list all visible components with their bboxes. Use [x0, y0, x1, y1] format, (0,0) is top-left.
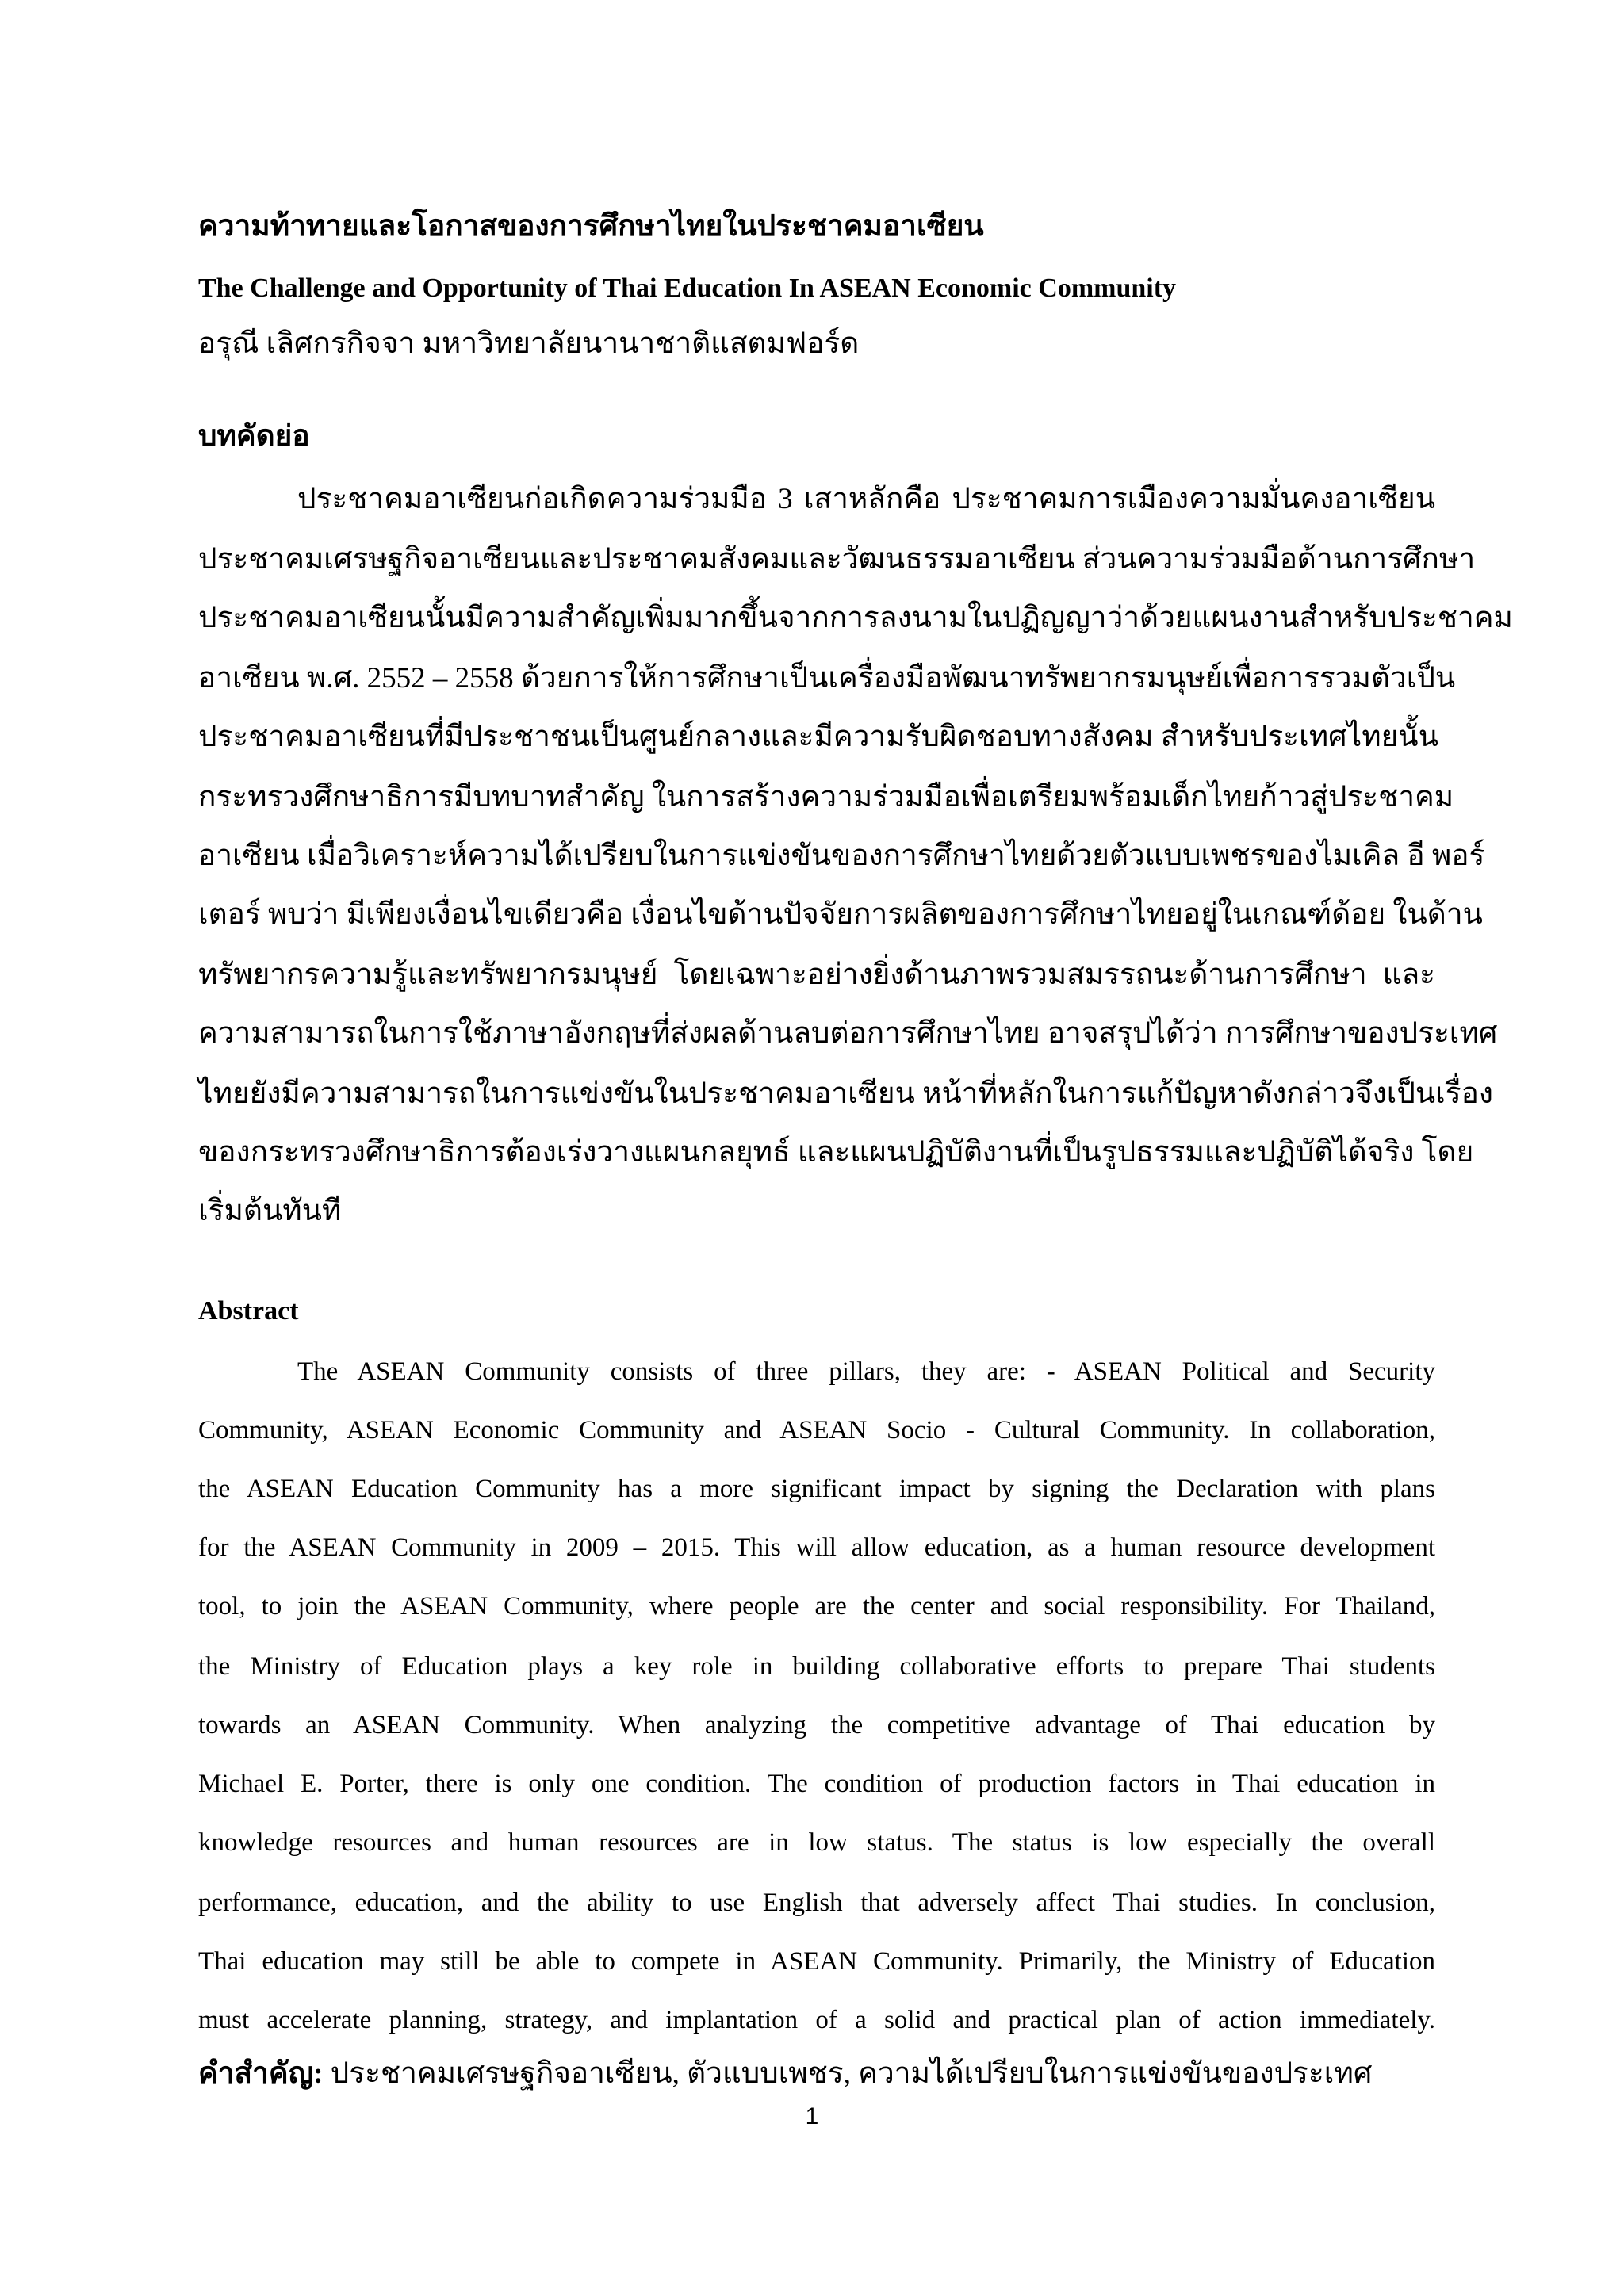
keywords-label: คำสำคัญ: [198, 2057, 324, 2090]
page-number: 1 [805, 2103, 819, 2130]
abstract-thai-line: ประชาคมอาเซียนนั้นมีความสำคัญเพิ่มมากขึ้นจากการลงนามในปฏิญญาว่าด้วยแผนงานสำหรับประชาคม [198, 602, 1513, 634]
abstract-english-line: tool, to join the ASEAN Community, where people are the center and social responsibility. For Thailand, [198, 1592, 1435, 1621]
keywords [198, 2055, 1435, 2093]
content-column [198, 0, 1513, 2296]
abstract-thai-line: ไทยยังมีความสามารถในการแข่งขันในประชาคมอาเซียน หน้าที่หลักในการแก้ปัญหาดังกล่าวจึงเป็นเรื่อง [198, 1077, 1493, 1110]
abstract-thai-line: เตอร์ พบว่า มีเพียงเงื่อนไขเดียวคือ เงื่อนไขด้านปัจจัยการผลิตของการศึกษาไทยอยู่ในเกณฑ์ด้อย ในด้าน [198, 898, 1483, 931]
title-thai: ความท้าทายและโอกาสของการศึกษาไทยในประชาคมอาเซียน [198, 210, 984, 243]
abstract-thai-line: ประชาคมอาเซียนก่อเกิดความร่วมมือ 3 เสาหลักคือ ประชาคมการเมืองความมั่นคงอาเซียน [297, 483, 1435, 515]
abstract-thai-line: อาเซียน เมื่อวิเคราะห์ความได้เปรียบในการแข่งขันของการศึกษาไทยด้วยตัวแบบเพชรของไมเคิล อี พอร์ [198, 840, 1485, 872]
abstract-english-line: The ASEAN Community consists of three pillars, they are: - ASEAN Political and Security [297, 1357, 1435, 1386]
abstract-english-line: Community, ASEAN Economic Community and ASEAN Socio - Cultural Community. In collaboration, [198, 1416, 1435, 1445]
author-affiliation: อรุณี เลิศกรกิจจา มหาวิทยาลัยนานาชาติแสตมฟอร์ด [198, 327, 860, 360]
abstract-english-line: Thai education may still be able to compete in ASEAN Community. Primarily, the Ministry of Education [198, 1947, 1435, 1976]
abstract-thai-line: ประชาคมเศรษฐกิจอาเซียนและประชาคมสังคมและวัฒนธรรมอาเซียน ส่วนความร่วมมือด้านการศึกษา [198, 543, 1476, 576]
abstract-english-line: towards an ASEAN Community. When analyzing the competitive advantage of Thai education by [198, 1711, 1435, 1739]
abstract-thai-line: ของกระทรวงศึกษาธิการต้องเร่งวางแผนกลยุทธ์ และแผนปฏิบัติงานที่เป็นรูปธรรมและปฏิบัติได้จริง โดย [198, 1136, 1474, 1169]
abstract-english-line: performance, education, and the ability to use English that adversely affect Thai studies. In conclusion, [198, 1888, 1435, 1917]
abstract-thai-line: ทรัพยากรความรู้และทรัพยากรมนุษย์ โดยเฉพาะอย่างยิ่งด้านภาพรวมสมรรถนะด้านการศึกษา และ [198, 959, 1435, 991]
abstract-english-line: for the ASEAN Community in 2009 – 2015. This will allow education, as a human resource development [198, 1533, 1435, 1562]
keywords-text: ประชาคมเศรษฐกิจอาเซียน, ตัวแบบเพชร, ความได้เปรียบในการแข่งขันของประเทศ [323, 2057, 1373, 2090]
abstract-english-line: knowledge resources and human resources are in low status. The status is low especially the overall [198, 1828, 1435, 1857]
abstract-english-line: the ASEAN Education Community has a more significant impact by signing the Declaration with plans [198, 1475, 1435, 1503]
abstract-english-line: the Ministry of Education plays a key role in building collaborative efforts to prepare Thai students [198, 1652, 1435, 1681]
abstract-thai-line: ประชาคมอาเซียนที่มีประชาชนเป็นศูนย์กลางและมีความรับผิดชอบทางสังคม สำหรับประเทศไทยนั้น [198, 721, 1438, 753]
abstract-thai-line: เริ่มต้นทันที [198, 1195, 342, 1227]
abstract-english-line: must accelerate planning, strategy, and implantation of a solid and practical plan of action immediately. [198, 2006, 1435, 2034]
abstract-thai-line: อาเซียน พ.ศ. 2552 – 2558 ด้วยการให้การศึกษาเป็นเครื่องมือพัฒนาทรัพยากรมนุษย์เพื่อการรวมตัวเป็น [198, 662, 1456, 695]
title-english: The Challenge and Opportunity of Thai Education In ASEAN Economic Community [198, 274, 1177, 303]
abstract-english-heading: Abstract [198, 1296, 299, 1326]
abstract-thai-line: ความสามารถในการใช้ภาษาอังกฤษที่ส่งผลด้านลบต่อการศึกษาไทย อาจสรุปได้ว่า การศึกษาของประเทศ [198, 1017, 1498, 1050]
abstract-thai-heading: บทคัดย่อ [198, 420, 310, 453]
abstract-english-line: Michael E. Porter, there is only one condition. The condition of production factors in Thai education in [198, 1770, 1435, 1798]
abstract-thai-line: กระทรวงศึกษาธิการมีบทบาทสำคัญ ในการสร้างความร่วมมือเพื่อเตรียมพร้อมเด็กไทยก้าวสู่ประชาคม [198, 781, 1454, 813]
